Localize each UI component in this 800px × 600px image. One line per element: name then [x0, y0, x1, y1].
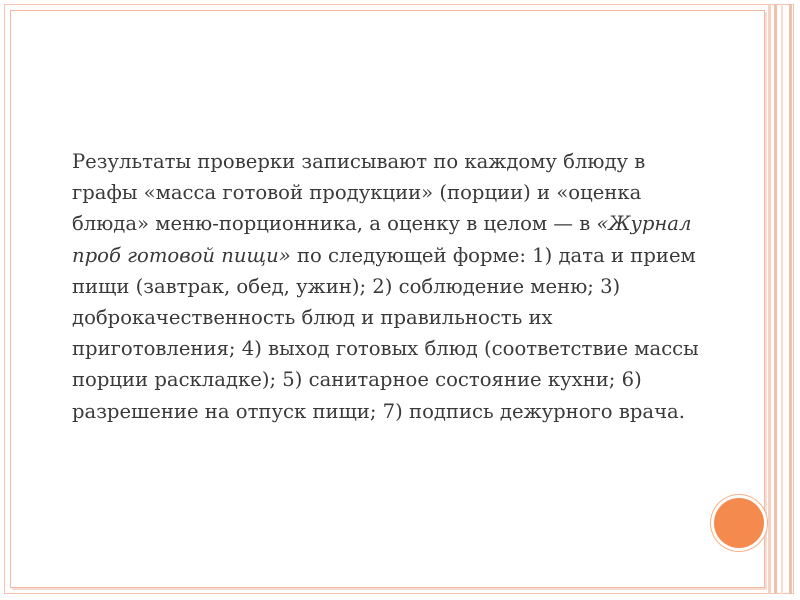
- decorative-circle-icon: [714, 498, 764, 548]
- decorative-band: [781, 4, 783, 594]
- decorative-band: [789, 4, 792, 594]
- decorative-band: [774, 4, 777, 594]
- slide-body-text: [72, 146, 712, 427]
- body-text-part-1: Результаты проверки записывают по каждому блюду в графы «масса готовой продукции» (порции) и «оценка блюда» меню-порционника, а оценку в целом — в: [72, 150, 646, 236]
- body-text-part-2: по следующей форме: 1) дата и прием пищи (завтрак, обед, ужин); 2) соблюдение меню; 3) доброкачественность блюд и правильность их приготовления; 4) выход готовых блюд (соответствие массы порции раскладке); 5) санитарное состояние кухни; 6) разрешение на отпуск пищи; 7) подпись дежурного врача.: [72, 243, 699, 423]
- decorative-band: [768, 4, 771, 594]
- journal-title-italic: «Журнал проб готовой пищи»: [72, 212, 692, 267]
